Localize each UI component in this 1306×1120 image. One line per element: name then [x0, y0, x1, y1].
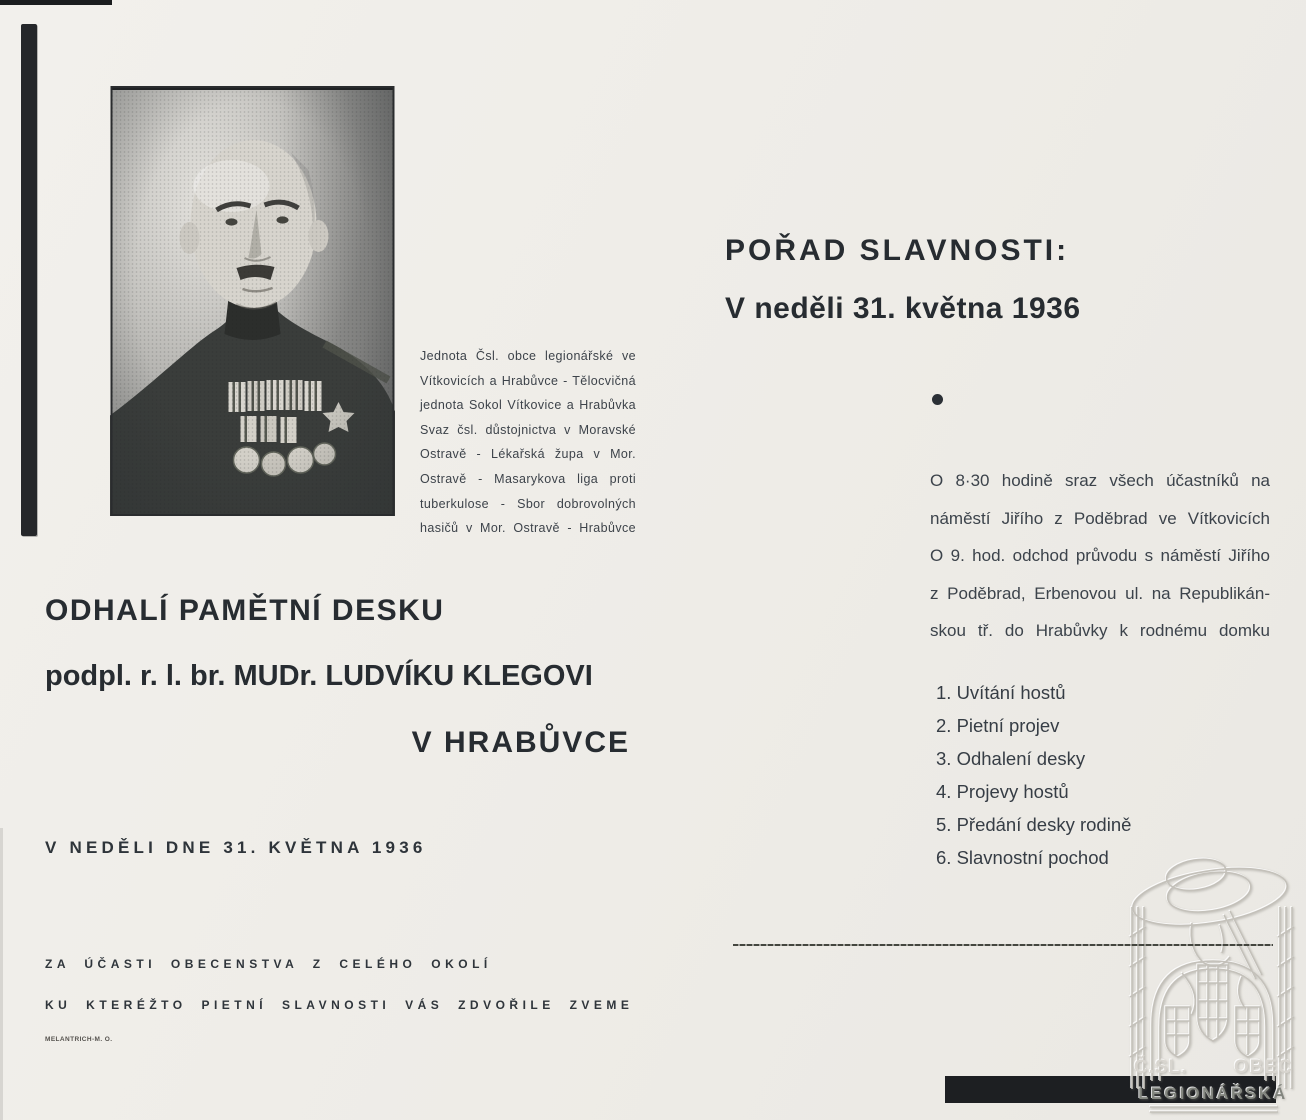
headline-line-2: podpl. r. l. br. MUDr. LUDVÍKU KLEGOVI [45, 660, 593, 692]
program-list [936, 676, 1131, 874]
legionnaire-stamp-icon [1122, 845, 1304, 1117]
closing-line-2: KU KTERÉŽTO PIETNÍ SLAVNOSTI VÁS ZDVOŘILE ZVEME [45, 998, 634, 1012]
caption-line: Ostravě - Lékařská župa v Mor. [420, 447, 636, 462]
program-item: 4. Projevy hostů [936, 781, 1069, 802]
program-item: 6. Slavnostní pochod [936, 847, 1109, 868]
headline-line-1: ODHALÍ PAMĚTNÍ DESKU [45, 594, 445, 627]
paragraph-line: skou tř. do Hrabůvky k rodnému domku [930, 621, 1270, 641]
event-date-line: V NEDĚLI DNE 31. KVĚTNA 1936 [45, 838, 427, 857]
program-title: POŘAD SLAVNOSTI: [725, 234, 1070, 267]
program-item: 2. Pietní projev [936, 715, 1060, 736]
printer-imprint: MELANTRICH-M. O. [45, 1036, 113, 1043]
caption-line: jednota Sokol Vítkovice a Hrabůvka [420, 398, 636, 413]
program-item: 1. Uvítání hostů [936, 682, 1066, 703]
paragraph-line: z Poděbrad, Erbenovou ul. na Republikán- [930, 583, 1270, 603]
assembly-paragraph [930, 462, 1270, 650]
legion-emblem-watermark [1122, 845, 1304, 1117]
caption-line: Svaz čsl. důstojnictva v Moravské [420, 422, 636, 437]
watermark-text-left: Č.SL. [1134, 1057, 1188, 1078]
caption-line: Ostravě - Masarykova liga proti [420, 471, 636, 486]
program-item: 5. Předání desky rodině [936, 814, 1132, 835]
program-item: 3. Odhalení desky [936, 748, 1086, 769]
caption-line: Jednota Čsl. obce legionářské ve [420, 349, 636, 363]
horizontal-rule [733, 944, 1273, 946]
watermark-text-bottom: LEGIONÁŘSKÁ [1138, 1085, 1288, 1103]
paragraph-line: O 8·30 hodině sraz všech účastníků na [930, 471, 1270, 490]
paragraph-line: O 9. hod. odchod průvodu s náměstí Jiřího [930, 546, 1270, 566]
officer-portrait-illustration [110, 86, 395, 516]
organizers-caption [420, 344, 636, 541]
paragraph-line: náměstí Jiřího z Poděbrad ve Vítkovicích [930, 508, 1270, 528]
caption-line: tuberkulose - Sbor dobrovolných [420, 496, 636, 511]
caption-line: hasičů v Mor. Ostravě - Hrabůvce [420, 521, 636, 536]
left-margin-bar [21, 24, 37, 536]
portrait-photo [110, 86, 395, 516]
scan-edge-shadow [0, 828, 3, 1120]
watermark-text-right: OBEC [1234, 1057, 1293, 1078]
closing-line-1: ZA ÚČASTI OBECENSTVA Z CELÉHO OKOLÍ [45, 957, 492, 971]
scan-edge-strip [0, 0, 112, 5]
program-subtitle: V neděli 31. května 1936 [725, 292, 1081, 325]
caption-line: Vítkovicích a Hrabůvce - Tělocvičná [420, 373, 636, 388]
ornament-dot [932, 394, 943, 405]
headline-line-3: V HRABŮVCE [411, 726, 630, 759]
